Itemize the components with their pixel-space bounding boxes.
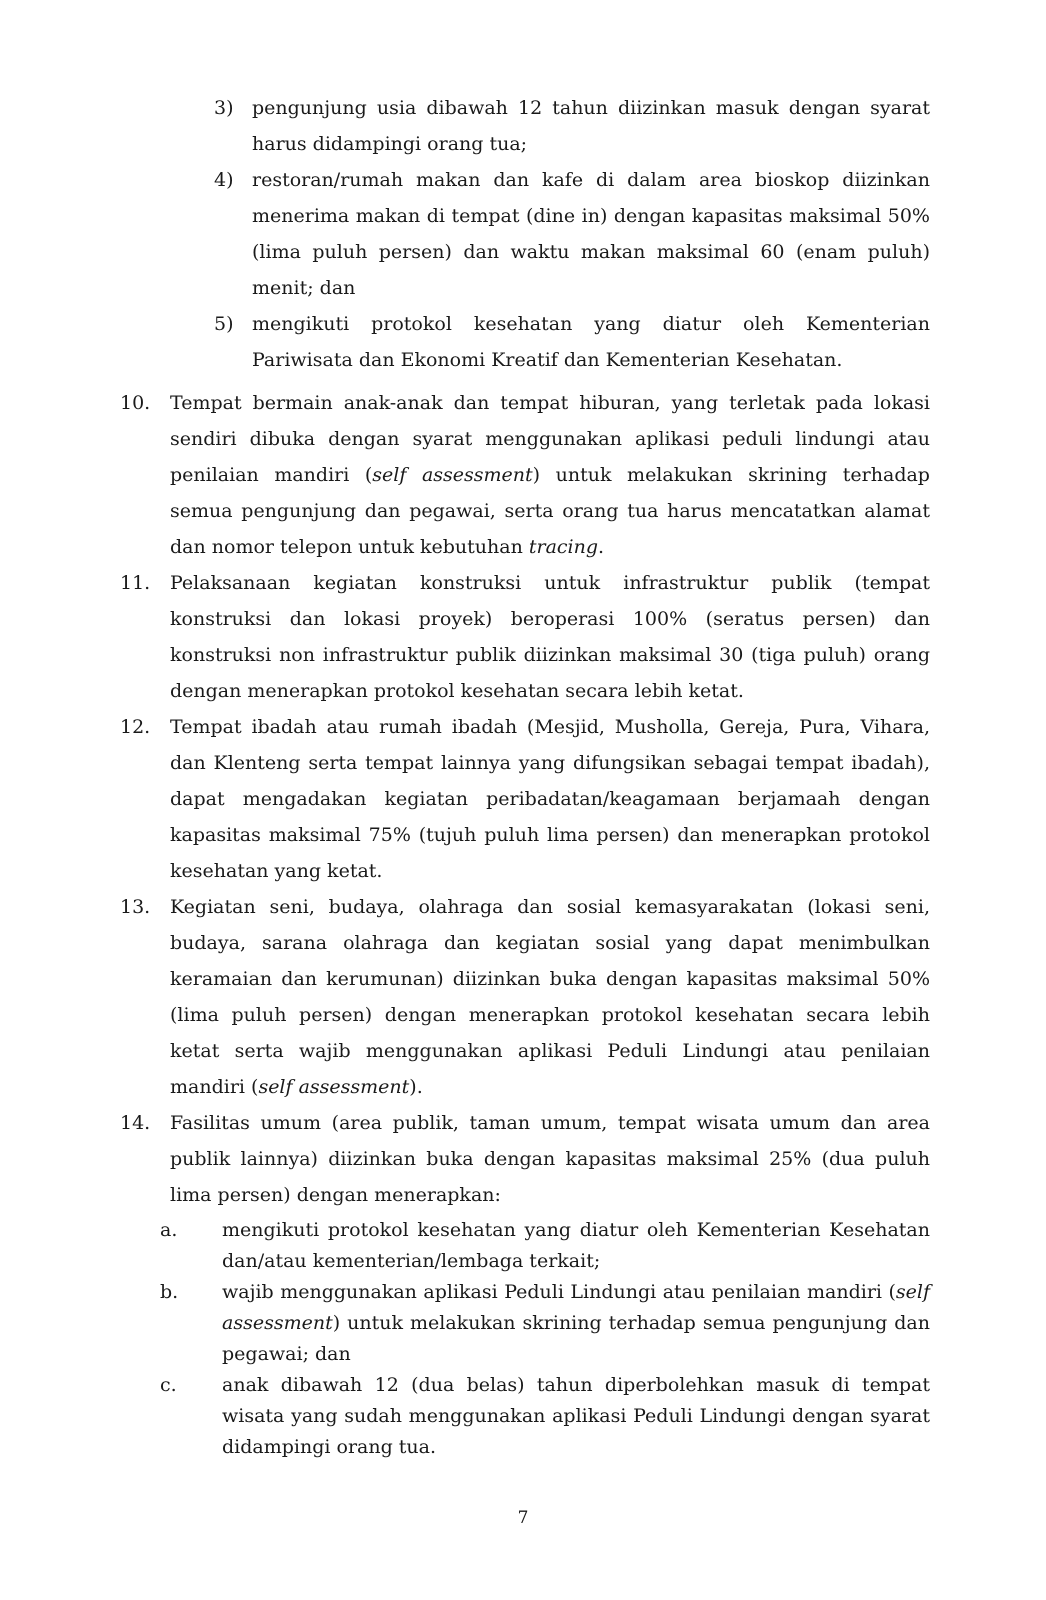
text-part: ). [409,1076,423,1098]
item-number: 3) [214,97,234,119]
item-14 [120,1105,930,1463]
list-item-a [160,1215,930,1277]
item-letter: a. [160,1219,178,1241]
italic-term: tracing [528,536,599,558]
item-text: Tempat ibadah atau rumah ibadah (Mesjid, Musholla, Gereja, Pura, Vihara, dan Klenteng serta tempat lainnya yang difungsikan sebagai tempat ibadah), dapat mengadakan kegiatan peribadatan/keagamaan berjamaah dengan kapasitas maksimal 75% (tujuh puluh lima persen) dan menerapkan protokol kesehatan yang ketat. [170,716,930,882]
italic-term: self assessment [258,1076,410,1098]
item-10 [120,385,930,565]
text-part: . [598,536,605,558]
item-12 [120,709,930,889]
item-number: 10. [120,392,151,414]
item-number: 4) [214,169,234,191]
italic-term: self assessment [222,1281,930,1334]
item-text [170,385,930,565]
text-part: ) untuk melakukan skrining terhadap semua pengunjung dan pegawai, serta orang tua harus mencatatkan alamat dan nomor telepon untuk kebutuhan [170,464,930,558]
item-text [170,889,930,1105]
text-part: Kegiatan seni, budaya, olahraga dan sosial kemasyarakatan (lokasi seni, budaya, sarana olahraga dan kegiatan sosial yang dapat menimbulkan keramaian dan kerumunan) diizinkan buka dengan kapasitas maksimal 50% (lima puluh persen) dengan menerapkan protokol kesehatan secara lebih ketat serta wajib menggunakan aplikasi Peduli Lindungi atau penilaian mandiri ( [170,896,930,1098]
text-part: ) untuk melakukan skrining terhadap semua pengunjung dan pegawai; dan [222,1312,930,1365]
list-item-c [160,1370,930,1463]
list-item [214,90,930,162]
item-letter: b. [160,1281,179,1303]
item-text: anak dibawah 12 (dua belas) tahun diperbolehkan masuk di tempat wisata yang sudah menggunakan aplikasi Peduli Lindungi dengan syarat didampingi orang tua. [222,1374,930,1458]
item-number: 14. [120,1112,151,1134]
item-body [160,1105,930,1463]
alpha-list [160,1215,930,1463]
list-item-b [160,1277,930,1370]
item-number: 11. [120,572,151,594]
item-11 [120,565,930,709]
item-text: restoran/rumah makan dan kafe di dalam area bioskop diizinkan menerima makan di tempat (dine in) dengan kapasitas maksimal 50% (lima puluh persen) dan waktu makan maksimal 60 (enam puluh) menit; dan [252,169,930,299]
page-number: 7 [517,1508,529,1528]
item-13 [120,889,930,1105]
italic-term: self assessment [372,464,533,486]
text-part: wajib menggunakan aplikasi Peduli Lindungi atau penilaian mandiri ( [222,1281,896,1303]
item-letter: c. [160,1374,177,1396]
item-number: 13. [120,896,151,918]
text-part: Tempat bermain anak-anak dan tempat hiburan, yang terletak pada lokasi sendiri dibuka dengan syarat menggunakan aplikasi peduli lindungi atau penilaian mandiri ( [170,392,930,486]
item-number: 5) [214,313,234,335]
item-text: Fasilitas umum (area publik, taman umum, tempat wisata umum dan area publik lainnya) diizinkan buka dengan kapasitas maksimal 25% (dua puluh lima persen) dengan menerapkan: [170,1112,930,1206]
list-item [214,162,930,306]
item-text: Pelaksanaan kegiatan konstruksi untuk infrastruktur publik (tempat konstruksi dan lokasi proyek) beroperasi 100% (seratus persen) dan konstruksi non infrastruktur publik diizinkan maksimal 30 (tiga puluh) orang dengan menerapkan protokol kesehatan secara lebih ketat. [170,572,930,702]
item-number: 12. [120,716,151,738]
item-text [222,1277,930,1370]
list-item [214,306,930,378]
item-text: mengikuti protokol kesehatan yang diatur oleh Kementerian Pariwisata dan Ekonomi Kreatif dan Kementerian Kesehatan. [252,313,930,371]
main-item-list [120,385,930,1463]
item-text: mengikuti protokol kesehatan yang diatur oleh Kementerian Kesehatan dan/atau kementerian/lembaga terkait; [222,1219,930,1272]
sub-item-list [214,90,930,378]
item-text: pengunjung usia dibawah 12 tahun diizinkan masuk dengan syarat harus didampingi orang tua; [252,97,930,155]
